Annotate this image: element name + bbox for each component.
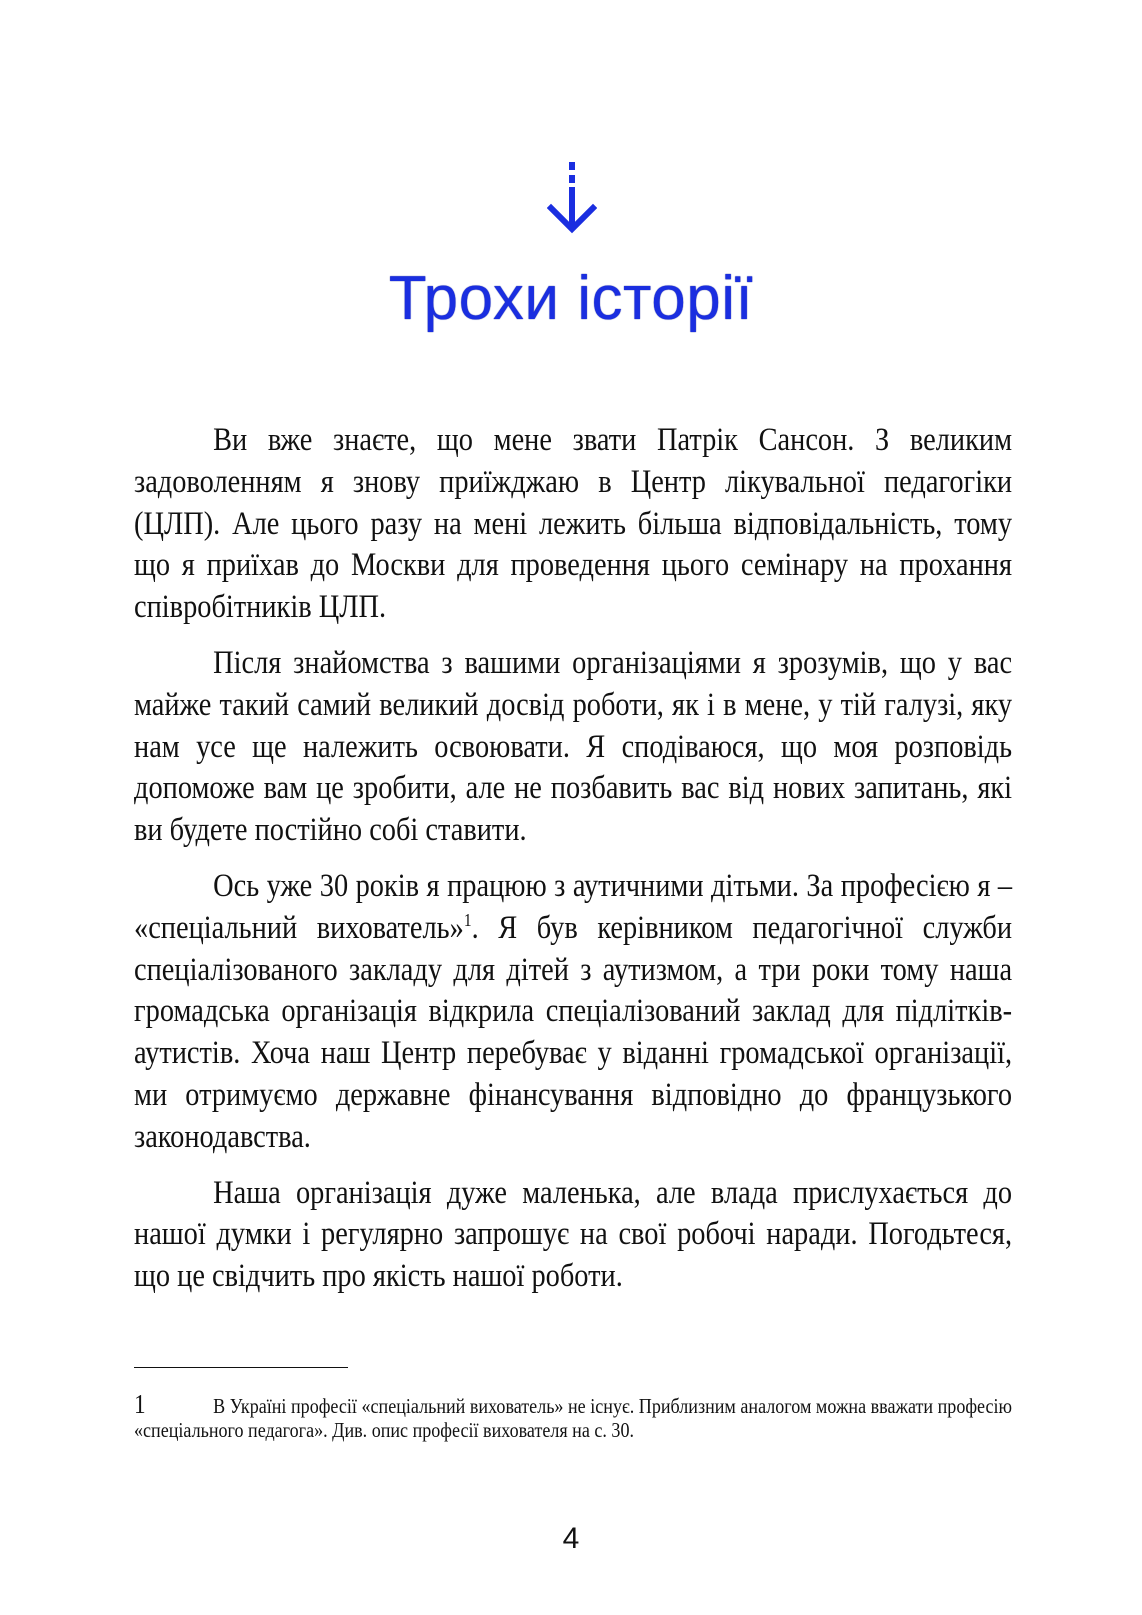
paragraph-3-start: Ось уже 30 років я працюю з аутичними дітьми. За професією я – «спеціальний вихователь» bbox=[134, 867, 1013, 946]
paragraph-3 bbox=[134, 866, 1012, 1159]
footnote-text: В Україні професії «спеціальний вихователь» не існує. Приблизним аналогом можна вважати професію «спеціального педагога». Див. опис професії вихователя на с. 30. bbox=[134, 1394, 1013, 1442]
paragraph-4: Наша організація дуже маленька, але влада прислухається до нашої думки і регулярно запрошує на свої робочі наради. Погодьтеся, що це свідчить про якість нашої роботи. bbox=[134, 1174, 1013, 1295]
down-arrow-icon bbox=[547, 162, 597, 242]
paragraph-3-end: . Я був керівником педагогічної служби спеціалізованого закладу для дітей з аутизмом, а три роки тому наша громадська організація відкрила спеціалізований заклад для підлітків-аутистів. Хоча наш Центр перебуває у віданні громадської організації, ми отримуємо державне фінансування відповідно до французького законодавства. bbox=[134, 909, 1013, 1155]
footnote-divider bbox=[134, 1367, 348, 1368]
footnote-number: 1 bbox=[134, 1389, 146, 1419]
footnote bbox=[134, 1389, 1013, 1442]
paragraph-1: Ви вже знаєте, що мене звати Патрік Сансон. З великим задоволенням я знову приїжджаю в Центр лікувальної педагогіки (ЦЛП). Але цього разу на мені лежить більша відповідальність, тому що я приїхав до Москви для проведення цього семінару на прохання співробітників ЦЛП. bbox=[134, 422, 1013, 626]
footnote-reference[interactable]: 1 bbox=[463, 909, 472, 930]
chapter-title: Трохи історії bbox=[388, 264, 754, 333]
paragraph-2: Після знайомства з вашими організаціями я зрозумів, що у вас майже такий самий великий досвід роботи, як і в мене, у тій галузі, яку нам усе ще належить освоювати. Я сподіваюся, що моя розповідь допоможе вам це зробити, але не позбавить вас від нових запитань, які ви будете постійно собі ставити. bbox=[134, 644, 1013, 849]
body-text bbox=[134, 420, 1012, 1312]
page-number: 4 bbox=[562, 1522, 580, 1555]
